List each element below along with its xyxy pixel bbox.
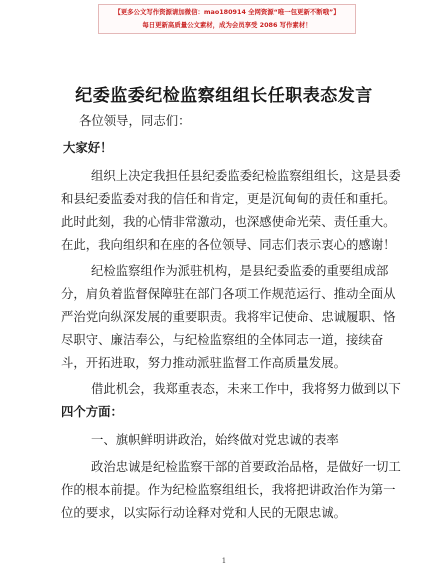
paragraph-line: 尽职守、廉洁奉公，与纪检监察组的全体同志一道，接续奋: [61, 332, 384, 347]
paragraph-line: 纪检监察组作为派驻机构，是县纪委监委的重要组成部: [91, 263, 389, 278]
document-title: 纪委监委纪检监察组组长任职表态发言: [75, 86, 373, 106]
paragraph-line: 位的要求，以实际行动诠释对党和人民的无限忠诚。: [61, 505, 346, 520]
promo-banner: [98, 4, 356, 34]
paragraph-line: 此时此刻，我的心情非常激动，也深感使命光荣、责任重大。: [61, 214, 396, 229]
paragraph-line-bold: 四个方面：: [61, 404, 123, 419]
greeting: 大家好！: [63, 140, 113, 155]
paragraph-line: 作的根本前提。作为纪检监察组组长，我将把讲政治作为第一: [61, 482, 396, 497]
paragraph-line: 政治忠诚是纪检监察干部的首要政治品格，是做好一切工: [91, 459, 401, 474]
paragraph-line: 借此机会，我郑重表态，未来工作中，我将努力做到以下: [91, 381, 401, 396]
paragraph-line: 和县纪委监委对我的信任和肯定，更是沉甸甸的责任和重托。: [61, 191, 396, 206]
paragraph-line: 斗，开拓进取，努力推动派驻监督工作高质量发展。: [61, 355, 346, 370]
paragraph-line: 严治党向纵深发展的重要职责。我将牢记使命、忠诚履职、恪: [61, 309, 396, 324]
page-number: 1: [221, 557, 227, 565]
paragraph-line: 组织上决定我担任县纪委监委纪检监察组组长，这是县委: [91, 168, 401, 183]
paragraph-line: 分，肩负着监督保障驻在部门各项工作规范运行、推动全面从: [61, 286, 396, 301]
salutation: 各位领导，同志们：: [79, 113, 191, 128]
promo-banner-line-1: 【更多公文写作资源请加微信：mao180914 全网资源“唯一包更新不断哦”】: [114, 8, 340, 16]
paragraph-line: 在此，我向组织和在座的各位领导、同志们表示衷心的感谢！: [61, 237, 396, 252]
promo-banner-line-2: 每日更新高质量公文素材，成为会员享受 2086 写作素材！: [142, 21, 312, 29]
section-heading: 一、旗帜鲜明讲政治，始终做对党忠诚的表率: [91, 432, 339, 447]
